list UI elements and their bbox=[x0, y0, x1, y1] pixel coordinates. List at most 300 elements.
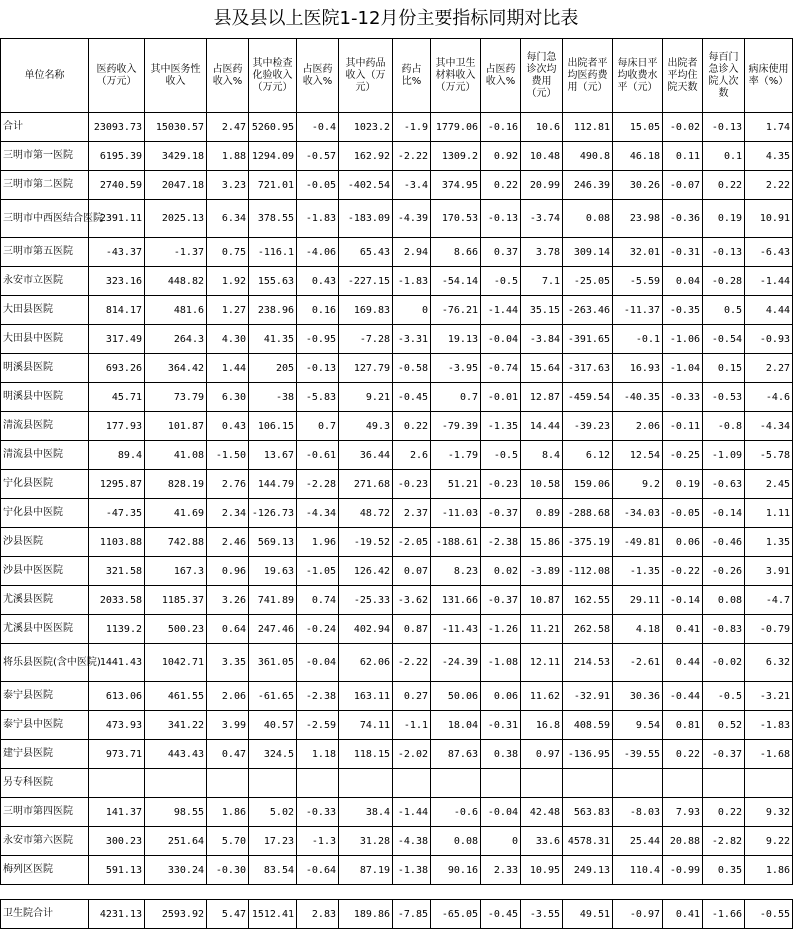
value-cell: -0.22 bbox=[663, 557, 703, 586]
unit-name-cell: 另专科医院 bbox=[1, 769, 89, 798]
table-row bbox=[1, 900, 793, 929]
value-cell: 6195.39 bbox=[89, 142, 145, 171]
value-cell: 3429.18 bbox=[145, 142, 207, 171]
value-cell: 13.67 bbox=[249, 441, 297, 470]
value-cell: -1.68 bbox=[745, 740, 793, 769]
value-cell: 118.15 bbox=[339, 740, 393, 769]
value-cell: 2.34 bbox=[207, 499, 249, 528]
column-header: 单位名称 bbox=[1, 39, 89, 113]
value-cell: 2.94 bbox=[393, 238, 431, 267]
value-cell: -1.38 bbox=[393, 856, 431, 885]
column-header: 其中药品收入（万元） bbox=[339, 39, 393, 113]
value-cell: -0.23 bbox=[481, 470, 521, 499]
value-cell: 0.96 bbox=[207, 557, 249, 586]
table-row bbox=[1, 769, 793, 798]
unit-name-cell: 宁化县医院 bbox=[1, 470, 89, 499]
value-cell: -0.04 bbox=[297, 644, 339, 682]
unit-name-cell: 卫生院合计 bbox=[1, 900, 89, 929]
value-cell bbox=[145, 769, 207, 798]
value-cell: 0.43 bbox=[207, 412, 249, 441]
value-cell: -4.34 bbox=[297, 499, 339, 528]
value-cell: 364.42 bbox=[145, 354, 207, 383]
value-cell: -0.30 bbox=[207, 856, 249, 885]
value-cell: 0.47 bbox=[207, 740, 249, 769]
value-cell: 163.11 bbox=[339, 682, 393, 711]
value-cell: 11.62 bbox=[521, 682, 563, 711]
value-cell: 8.66 bbox=[431, 238, 481, 267]
value-cell: -1.35 bbox=[613, 557, 663, 586]
unit-name-cell: 三明市第五医院 bbox=[1, 238, 89, 267]
value-cell: 98.55 bbox=[145, 798, 207, 827]
value-cell: 5260.95 bbox=[249, 113, 297, 142]
value-cell: 49.3 bbox=[339, 412, 393, 441]
value-cell: 0.97 bbox=[521, 740, 563, 769]
value-cell: 0.7 bbox=[431, 383, 481, 412]
value-cell: -317.63 bbox=[563, 354, 613, 383]
value-cell: -2.82 bbox=[703, 827, 745, 856]
unit-name-cell: 沙县医院 bbox=[1, 528, 89, 557]
value-cell: 20.88 bbox=[663, 827, 703, 856]
value-cell: 1042.71 bbox=[145, 644, 207, 682]
value-cell: 1.96 bbox=[297, 528, 339, 557]
column-header: 占医药收入% bbox=[207, 39, 249, 113]
value-cell: -2.28 bbox=[297, 470, 339, 499]
value-cell: 2025.13 bbox=[145, 200, 207, 238]
value-cell: -11.43 bbox=[431, 615, 481, 644]
value-cell: 20.99 bbox=[521, 171, 563, 200]
table-row bbox=[1, 296, 793, 325]
unit-name-cell: 建宁县医院 bbox=[1, 740, 89, 769]
value-cell: -0.05 bbox=[297, 171, 339, 200]
table-row bbox=[1, 200, 793, 238]
value-cell: 1512.41 bbox=[249, 900, 297, 929]
value-cell: 2.37 bbox=[393, 499, 431, 528]
value-cell: -0.02 bbox=[663, 113, 703, 142]
value-cell: 87.63 bbox=[431, 740, 481, 769]
value-cell: 341.22 bbox=[145, 711, 207, 740]
value-cell: 1139.2 bbox=[89, 615, 145, 644]
value-cell: -0.07 bbox=[663, 171, 703, 200]
value-cell: 0.74 bbox=[297, 586, 339, 615]
value-cell: -1.44 bbox=[481, 296, 521, 325]
value-cell bbox=[563, 769, 613, 798]
column-header: 每床日平均收费水平（元） bbox=[613, 39, 663, 113]
value-cell: 15.64 bbox=[521, 354, 563, 383]
value-cell: 162.55 bbox=[563, 586, 613, 615]
value-cell: 30.36 bbox=[613, 682, 663, 711]
value-cell: 300.23 bbox=[89, 827, 145, 856]
value-cell: 2033.58 bbox=[89, 586, 145, 615]
value-cell: 0.38 bbox=[481, 740, 521, 769]
value-cell: 321.58 bbox=[89, 557, 145, 586]
unit-name-cell: 清流县中医院 bbox=[1, 441, 89, 470]
value-cell: 10.91 bbox=[745, 200, 793, 238]
value-cell: -34.03 bbox=[613, 499, 663, 528]
value-cell: 1023.2 bbox=[339, 113, 393, 142]
value-cell: -0.02 bbox=[703, 644, 745, 682]
value-cell: -11.37 bbox=[613, 296, 663, 325]
value-cell: 1.35 bbox=[745, 528, 793, 557]
value-cell: -0.37 bbox=[481, 499, 521, 528]
value-cell: 162.92 bbox=[339, 142, 393, 171]
value-cell: 126.42 bbox=[339, 557, 393, 586]
value-cell: -2.05 bbox=[393, 528, 431, 557]
spacer-row bbox=[1, 885, 793, 900]
value-cell: 14.44 bbox=[521, 412, 563, 441]
value-cell: -136.95 bbox=[563, 740, 613, 769]
table-row bbox=[1, 470, 793, 499]
value-cell: 408.59 bbox=[563, 711, 613, 740]
value-cell: 0.08 bbox=[703, 586, 745, 615]
unit-name-cell: 清流县医院 bbox=[1, 412, 89, 441]
value-cell: 10.58 bbox=[521, 470, 563, 499]
value-cell: 12.87 bbox=[521, 383, 563, 412]
value-cell: -459.54 bbox=[563, 383, 613, 412]
value-cell: 83.54 bbox=[249, 856, 297, 885]
value-cell: 87.19 bbox=[339, 856, 393, 885]
value-cell: 5.02 bbox=[249, 798, 297, 827]
value-cell: -2.22 bbox=[393, 142, 431, 171]
value-cell: -39.55 bbox=[613, 740, 663, 769]
value-cell: -0.28 bbox=[703, 267, 745, 296]
value-cell: 177.93 bbox=[89, 412, 145, 441]
value-cell: -7.85 bbox=[393, 900, 431, 929]
value-cell: -0.8 bbox=[703, 412, 745, 441]
value-cell: 0.19 bbox=[663, 470, 703, 499]
value-cell: 0.7 bbox=[297, 412, 339, 441]
value-cell: -2.38 bbox=[481, 528, 521, 557]
unit-name-cell: 明溪县医院 bbox=[1, 354, 89, 383]
unit-name-cell: 尤溪县中医医院 bbox=[1, 615, 89, 644]
value-cell: -3.89 bbox=[521, 557, 563, 586]
value-cell: -2.22 bbox=[393, 644, 431, 682]
value-cell: 8.23 bbox=[431, 557, 481, 586]
value-cell: 262.58 bbox=[563, 615, 613, 644]
value-cell: -2.02 bbox=[393, 740, 431, 769]
value-cell: 0.37 bbox=[481, 238, 521, 267]
value-cell: -1.04 bbox=[663, 354, 703, 383]
unit-name-cell: 沙县中医医院 bbox=[1, 557, 89, 586]
value-cell: -24.39 bbox=[431, 644, 481, 682]
table-row bbox=[1, 113, 793, 142]
value-cell: -0.01 bbox=[481, 383, 521, 412]
unit-name-cell: 泰宁县中医院 bbox=[1, 711, 89, 740]
value-cell: -5.78 bbox=[745, 441, 793, 470]
value-cell: 2.47 bbox=[207, 113, 249, 142]
value-cell: 159.06 bbox=[563, 470, 613, 499]
value-cell: 36.44 bbox=[339, 441, 393, 470]
value-cell: 1.74 bbox=[745, 113, 793, 142]
value-cell: 12.54 bbox=[613, 441, 663, 470]
value-cell: 0.08 bbox=[431, 827, 481, 856]
value-cell: 144.79 bbox=[249, 470, 297, 499]
value-cell: 6.32 bbox=[745, 644, 793, 682]
value-cell: -0.16 bbox=[481, 113, 521, 142]
value-cell: 18.04 bbox=[431, 711, 481, 740]
column-header: 其中卫生材料收入（万元） bbox=[431, 39, 481, 113]
value-cell: -1.26 bbox=[481, 615, 521, 644]
value-cell: 10.48 bbox=[521, 142, 563, 171]
value-cell: 50.06 bbox=[431, 682, 481, 711]
value-cell: 101.87 bbox=[145, 412, 207, 441]
value-cell: -76.21 bbox=[431, 296, 481, 325]
column-header: 占医药收入% bbox=[481, 39, 521, 113]
value-cell: 0 bbox=[393, 296, 431, 325]
value-cell: -0.13 bbox=[703, 113, 745, 142]
value-cell: -39.23 bbox=[563, 412, 613, 441]
value-cell: 30.26 bbox=[613, 171, 663, 200]
column-header: 每门急诊次均费用（元） bbox=[521, 39, 563, 113]
value-cell: 33.6 bbox=[521, 827, 563, 856]
value-cell: -1.44 bbox=[745, 267, 793, 296]
table-row bbox=[1, 171, 793, 200]
table-row bbox=[1, 528, 793, 557]
value-cell: 12.11 bbox=[521, 644, 563, 682]
value-cell: -47.35 bbox=[89, 499, 145, 528]
value-cell: 4.35 bbox=[745, 142, 793, 171]
value-cell: 0.27 bbox=[393, 682, 431, 711]
value-cell: 110.4 bbox=[613, 856, 663, 885]
value-cell: 127.79 bbox=[339, 354, 393, 383]
value-cell: -1.9 bbox=[393, 113, 431, 142]
value-cell: 112.81 bbox=[563, 113, 613, 142]
value-cell: 3.26 bbox=[207, 586, 249, 615]
value-cell: -116.1 bbox=[249, 238, 297, 267]
value-cell: -3.4 bbox=[393, 171, 431, 200]
value-cell: -183.09 bbox=[339, 200, 393, 238]
value-cell: -0.97 bbox=[613, 900, 663, 929]
value-cell: 0.43 bbox=[297, 267, 339, 296]
table-row bbox=[1, 586, 793, 615]
value-cell: -0.04 bbox=[481, 325, 521, 354]
value-cell: 0.22 bbox=[703, 171, 745, 200]
value-cell: 15.86 bbox=[521, 528, 563, 557]
value-cell: 51.21 bbox=[431, 470, 481, 499]
value-cell: -79.39 bbox=[431, 412, 481, 441]
value-cell: -227.15 bbox=[339, 267, 393, 296]
value-cell: 48.72 bbox=[339, 499, 393, 528]
value-cell: -0.74 bbox=[481, 354, 521, 383]
value-cell: 16.8 bbox=[521, 711, 563, 740]
value-cell: -1.83 bbox=[393, 267, 431, 296]
value-cell: -2.38 bbox=[297, 682, 339, 711]
value-cell bbox=[703, 769, 745, 798]
value-cell: -0.36 bbox=[663, 200, 703, 238]
value-cell: 249.13 bbox=[563, 856, 613, 885]
value-cell: -0.5 bbox=[481, 267, 521, 296]
value-cell: 0.22 bbox=[481, 171, 521, 200]
value-cell: -1.50 bbox=[207, 441, 249, 470]
value-cell: -1.83 bbox=[745, 711, 793, 740]
value-cell: 38.4 bbox=[339, 798, 393, 827]
value-cell: -188.61 bbox=[431, 528, 481, 557]
value-cell: -0.05 bbox=[663, 499, 703, 528]
value-cell: 251.64 bbox=[145, 827, 207, 856]
value-cell: -1.05 bbox=[297, 557, 339, 586]
value-cell: 74.11 bbox=[339, 711, 393, 740]
value-cell: 238.96 bbox=[249, 296, 297, 325]
value-cell: 23093.73 bbox=[89, 113, 145, 142]
value-cell: -3.84 bbox=[521, 325, 563, 354]
value-cell: 828.19 bbox=[145, 470, 207, 499]
value-cell: 10.87 bbox=[521, 586, 563, 615]
column-header: 出院者平均住院天数 bbox=[663, 39, 703, 113]
value-cell: 2.06 bbox=[207, 682, 249, 711]
value-cell: -3.62 bbox=[393, 586, 431, 615]
value-cell: -1.44 bbox=[393, 798, 431, 827]
value-cell: 41.35 bbox=[249, 325, 297, 354]
value-cell: 17.23 bbox=[249, 827, 297, 856]
value-cell: 0.16 bbox=[297, 296, 339, 325]
value-cell: 4.18 bbox=[613, 615, 663, 644]
value-cell: 0.15 bbox=[703, 354, 745, 383]
value-cell: 814.17 bbox=[89, 296, 145, 325]
value-cell: 8.4 bbox=[521, 441, 563, 470]
value-cell: 481.6 bbox=[145, 296, 207, 325]
value-cell: 7.93 bbox=[663, 798, 703, 827]
value-cell: 721.01 bbox=[249, 171, 297, 200]
value-cell bbox=[297, 769, 339, 798]
value-cell: 2593.92 bbox=[145, 900, 207, 929]
value-cell: 1779.06 bbox=[431, 113, 481, 142]
value-cell: -0.13 bbox=[481, 200, 521, 238]
value-cell: 16.93 bbox=[613, 354, 663, 383]
value-cell: -263.46 bbox=[563, 296, 613, 325]
value-cell: 0.19 bbox=[703, 200, 745, 238]
value-cell: -25.05 bbox=[563, 267, 613, 296]
value-cell: 1.86 bbox=[745, 856, 793, 885]
value-cell: -0.55 bbox=[745, 900, 793, 929]
value-cell: 6.34 bbox=[207, 200, 249, 238]
value-cell: -0.26 bbox=[703, 557, 745, 586]
value-cell: 9.54 bbox=[613, 711, 663, 740]
column-header: 出院者平均医药费用（元） bbox=[563, 39, 613, 113]
table-row bbox=[1, 325, 793, 354]
table-row bbox=[1, 798, 793, 827]
value-cell: 41.69 bbox=[145, 499, 207, 528]
value-cell: -0.37 bbox=[703, 740, 745, 769]
value-cell: -0.11 bbox=[663, 412, 703, 441]
value-cell: 19.13 bbox=[431, 325, 481, 354]
value-cell: 2.6 bbox=[393, 441, 431, 470]
value-cell: -2.59 bbox=[297, 711, 339, 740]
value-cell: -0.54 bbox=[703, 325, 745, 354]
value-cell: 155.63 bbox=[249, 267, 297, 296]
value-cell: -2.61 bbox=[613, 644, 663, 682]
unit-name-cell: 泰宁县医院 bbox=[1, 682, 89, 711]
value-cell: 1.11 bbox=[745, 499, 793, 528]
value-cell: -1.3 bbox=[297, 827, 339, 856]
value-cell: -1.66 bbox=[703, 900, 745, 929]
value-cell: 330.24 bbox=[145, 856, 207, 885]
value-cell: 90.16 bbox=[431, 856, 481, 885]
value-cell: 10.95 bbox=[521, 856, 563, 885]
value-cell: -0.58 bbox=[393, 354, 431, 383]
value-cell: 45.71 bbox=[89, 383, 145, 412]
value-cell: 141.37 bbox=[89, 798, 145, 827]
value-cell: -49.81 bbox=[613, 528, 663, 557]
value-cell: 2.76 bbox=[207, 470, 249, 499]
value-cell: 31.28 bbox=[339, 827, 393, 856]
value-cell: -0.61 bbox=[297, 441, 339, 470]
spacer-cell bbox=[1, 885, 793, 900]
value-cell: 62.06 bbox=[339, 644, 393, 682]
value-cell: 3.35 bbox=[207, 644, 249, 682]
value-cell: -0.99 bbox=[663, 856, 703, 885]
value-cell: -375.19 bbox=[563, 528, 613, 557]
value-cell: 490.8 bbox=[563, 142, 613, 171]
value-cell: -11.03 bbox=[431, 499, 481, 528]
table-row bbox=[1, 441, 793, 470]
indicator-table bbox=[0, 38, 793, 929]
value-cell: 4578.31 bbox=[563, 827, 613, 856]
value-cell bbox=[393, 769, 431, 798]
value-cell: 0.1 bbox=[703, 142, 745, 171]
value-cell: 73.79 bbox=[145, 383, 207, 412]
unit-name-cell: 三明市第二医院 bbox=[1, 171, 89, 200]
value-cell: 46.18 bbox=[613, 142, 663, 171]
value-cell: -0.14 bbox=[663, 586, 703, 615]
value-cell: -0.4 bbox=[297, 113, 339, 142]
value-cell: 563.83 bbox=[563, 798, 613, 827]
value-cell: 131.66 bbox=[431, 586, 481, 615]
value-cell: -4.39 bbox=[393, 200, 431, 238]
value-cell: -3.31 bbox=[393, 325, 431, 354]
value-cell: -0.31 bbox=[663, 238, 703, 267]
value-cell: 247.46 bbox=[249, 615, 297, 644]
column-header: 占医药收入% bbox=[297, 39, 339, 113]
value-cell: -8.03 bbox=[613, 798, 663, 827]
value-cell: -4.6 bbox=[745, 383, 793, 412]
value-cell: -0.45 bbox=[481, 900, 521, 929]
value-cell: -1.09 bbox=[703, 441, 745, 470]
value-cell: 1.92 bbox=[207, 267, 249, 296]
value-cell: 246.39 bbox=[563, 171, 613, 200]
value-cell: -0.57 bbox=[297, 142, 339, 171]
value-cell: -0.79 bbox=[745, 615, 793, 644]
value-cell: 0.07 bbox=[393, 557, 431, 586]
unit-name-cell: 合计 bbox=[1, 113, 89, 142]
value-cell: 0 bbox=[481, 827, 521, 856]
value-cell: 2047.18 bbox=[145, 171, 207, 200]
value-cell: 0.75 bbox=[207, 238, 249, 267]
value-cell: -0.13 bbox=[297, 354, 339, 383]
table-row bbox=[1, 682, 793, 711]
value-cell: -4.7 bbox=[745, 586, 793, 615]
column-header: 每百门急诊入院人次数 bbox=[703, 39, 745, 113]
value-cell: -402.54 bbox=[339, 171, 393, 200]
value-cell: -1.79 bbox=[431, 441, 481, 470]
value-cell: 1294.09 bbox=[249, 142, 297, 171]
value-cell: -1.08 bbox=[481, 644, 521, 682]
value-cell: -0.44 bbox=[663, 682, 703, 711]
value-cell: -0.95 bbox=[297, 325, 339, 354]
value-cell: 1.44 bbox=[207, 354, 249, 383]
table-row bbox=[1, 856, 793, 885]
value-cell: 402.94 bbox=[339, 615, 393, 644]
value-cell: 4231.13 bbox=[89, 900, 145, 929]
value-cell: 49.51 bbox=[563, 900, 613, 929]
value-cell bbox=[339, 769, 393, 798]
unit-name-cell: 三明市中西医结合医院 bbox=[1, 200, 89, 238]
value-cell: 1.18 bbox=[297, 740, 339, 769]
value-cell: -0.64 bbox=[297, 856, 339, 885]
value-cell: 214.53 bbox=[563, 644, 613, 682]
value-cell: 309.14 bbox=[563, 238, 613, 267]
unit-name-cell: 永安市第六医院 bbox=[1, 827, 89, 856]
value-cell: -0.5 bbox=[703, 682, 745, 711]
value-cell: 378.55 bbox=[249, 200, 297, 238]
